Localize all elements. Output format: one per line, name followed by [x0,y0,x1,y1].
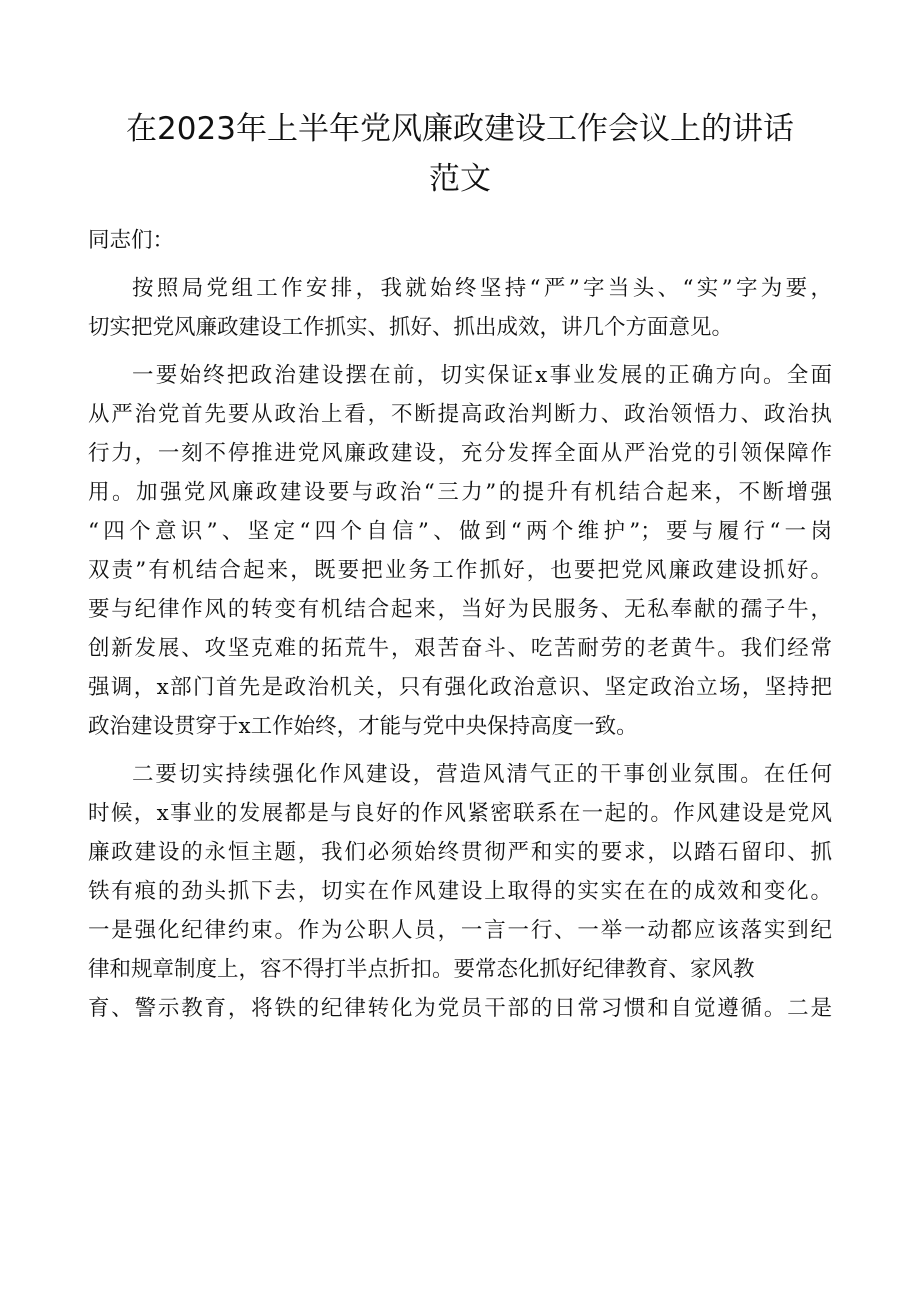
paragraph-line: 强调，x部门首先是政治机关，只有强化政治意识、坚定政治立场，坚持把 [88,675,832,700]
paragraph-line: 铁有痕的劲头抓下去，切实在作风建设上取得的实实在在的成效和变化。 [88,879,832,904]
paragraph-line: 一要始终把政治建设摆在前，切实保证x事业发展的正确方向。全面 [132,363,832,388]
title-line-1: 在2023年上半年党风廉政建设工作会议上的讲话 [126,111,794,147]
paragraph-3 [88,755,832,1028]
paragraph-line: 一是强化纪律约束。作为公职人员，一言一行、一举一动都应该落实到纪 [88,918,832,943]
title-line-2: 范文 [429,161,491,197]
document-body [88,221,832,1028]
paragraph-line: 按照局党组工作安排，我就始终坚持“严”字当头、“实”字为要， [132,276,832,301]
paragraph-line: 廉政建设的永恒主题，我们必须始终贯彻严和实的要求，以踏石留印、抓 [88,840,832,865]
paragraph-line: 育、警示教育，将铁的纪律转化为党员干部的日常习惯和自觉遵循。二是 [88,996,832,1021]
paragraph-line: 从严治党首先要从政治上看，不断提高政治判断力、政治领悟力、政治执 [88,402,832,427]
paragraph-line: 切实把党风廉政建设工作抓实、抓好、抓出成效，讲几个方面意见。 [88,315,734,340]
paragraph-line: 用。加强党风廉政建设要与政治“三力”的提升有机结合起来，不断增强 [88,480,832,505]
paragraph-line: 政治建设贯穿于x工作始终，才能与党中央保持高度一致。 [88,714,638,739]
paragraph-line: 双责”有机结合起来，既要把业务工作抓好，也要把党风廉政建设抓好。 [88,558,832,583]
paragraph-line: 创新发展、攻坚克难的拓荒牛，艰苦奋斗、吃苦耐劳的老黄牛。我们经常 [88,636,832,661]
paragraph-line: 要与纪律作风的转变有机结合起来，当好为民服务、无私奉献的孺子牛， [88,597,832,622]
paragraph-line: “四个意识”、坚定“四个自信”、做到“两个维护”；要与履行“一岗 [88,519,832,544]
paragraph-line: 行力，一刻不停推进党风廉政建设，充分发挥全面从严治党的引领保障作 [88,441,832,466]
paragraph-line: 时候，x事业的发展都是与良好的作风紧密联系在一起的。作风建设是党风 [88,801,832,826]
paragraph-1 [88,269,832,347]
salutation: 同志们： [88,228,175,253]
paragraph-line: 二要切实持续强化作风建设，营造风清气正的干事创业氛围。在任何 [132,762,832,787]
document-title [110,104,810,204]
paragraph-line: 律和规章制度上，容不得打半点折扣。要常态化抓好纪律教育、家风教 [88,957,755,982]
paragraph-2 [88,356,832,746]
